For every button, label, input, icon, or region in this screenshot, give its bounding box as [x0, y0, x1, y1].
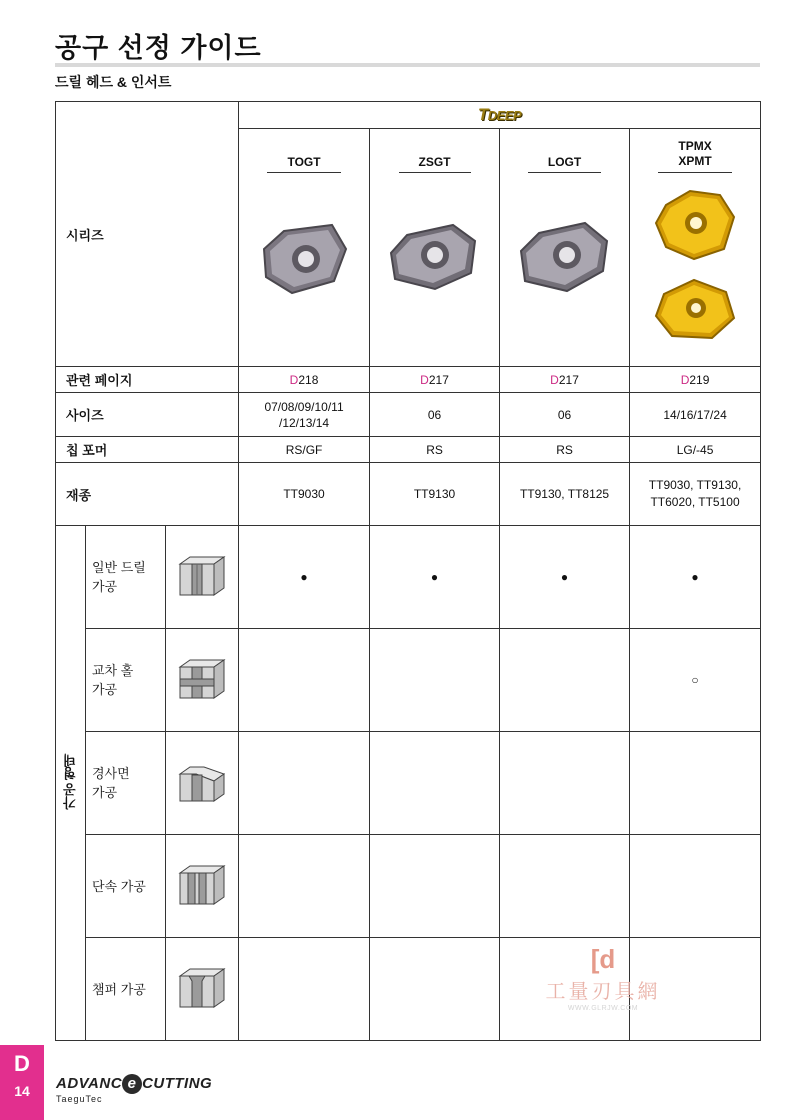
compat-mark	[630, 835, 761, 938]
size-label: 사이즈	[56, 393, 239, 437]
process-diagram-cell	[166, 732, 239, 835]
tpmx-insert-icon	[650, 187, 740, 267]
title-divider	[55, 63, 760, 67]
process-group-cell	[56, 526, 86, 1041]
size-value: 07/08/09/10/11 /12/13/14	[239, 393, 370, 437]
process-diagram-cell	[166, 629, 239, 732]
advance-cutting-logo: ADVANC e CUTTING	[56, 1075, 213, 1092]
watermark	[538, 944, 668, 1012]
interrupted-cut-icon	[176, 863, 228, 907]
zsgt-insert-icon	[385, 219, 485, 299]
compat-mark: ●	[370, 526, 500, 629]
compat-mark	[370, 835, 500, 938]
compat-mark	[239, 835, 370, 938]
general-drilling-icon	[176, 554, 228, 598]
process-diagram-cell	[166, 835, 239, 938]
grade-label: 재종	[56, 463, 239, 526]
chip-former-value: RS/GF	[239, 437, 370, 463]
selection-guide-table	[55, 101, 761, 1041]
process-name: 단속 가공	[86, 835, 166, 938]
compat-mark: ●	[239, 526, 370, 629]
page-title: 공구 선정 가이드	[55, 33, 262, 63]
compat-mark: ●	[630, 526, 761, 629]
section-tab	[0, 1045, 44, 1120]
brand-header	[239, 102, 761, 129]
size-value: 06	[500, 393, 630, 437]
process-name: 교차 홀 가공	[86, 629, 166, 732]
compat-mark	[370, 938, 500, 1041]
grade-value: TT9030	[239, 463, 370, 526]
size-value: 06	[370, 393, 500, 437]
page-ref: D218	[239, 367, 370, 393]
process-diagram-cell	[166, 526, 239, 629]
page-ref: D219	[630, 367, 761, 393]
page-ref: D217	[500, 367, 630, 393]
compat-mark	[500, 732, 630, 835]
inclined-surface-icon	[176, 760, 228, 804]
process-name: 경사면 가공	[86, 732, 166, 835]
series-name: TPMX XPMT	[658, 139, 731, 173]
page-label: 관련 페이지	[56, 367, 239, 393]
series-cell	[370, 129, 500, 367]
grade-value: TT9130, TT8125	[500, 463, 630, 526]
page-number: 14	[14, 1083, 30, 1099]
series-label: 시리즈	[56, 102, 239, 367]
compat-mark	[239, 629, 370, 732]
page-subtitle: 드릴 헤드 & 인서트	[55, 74, 172, 90]
chip-former-value: RS	[500, 437, 630, 463]
grade-value: TT9030, TT9130, TT6020, TT5100	[630, 463, 761, 526]
taegutec-label: TaeguTec	[56, 1094, 103, 1104]
grade-value: TT9130	[370, 463, 500, 526]
process-group-label: 가공 형태	[63, 753, 78, 810]
watermark-url: WWW.GLRJW.COM	[567, 1005, 639, 1012]
compat-mark: ●	[500, 526, 630, 629]
compat-mark	[630, 732, 761, 835]
page-ref: D217	[370, 367, 500, 393]
process-name: 챔퍼 가공	[86, 938, 166, 1041]
compat-mark: ○	[630, 629, 761, 732]
logt-insert-icon	[515, 219, 615, 299]
section-letter: D	[14, 1051, 30, 1076]
compat-mark	[500, 629, 630, 732]
series-cell	[500, 129, 630, 367]
chip-former-label: 칩 포머	[56, 437, 239, 463]
series-name: TOGT	[267, 155, 340, 173]
compat-mark	[239, 938, 370, 1041]
series-cell	[630, 129, 761, 367]
watermark-text: 工量刃具網	[545, 981, 661, 1003]
series-name: LOGT	[528, 155, 601, 173]
chamfer-icon	[176, 966, 228, 1010]
series-name: ZSGT	[399, 155, 471, 173]
process-name: 일반 드릴 가공	[86, 526, 166, 629]
compat-mark	[500, 835, 630, 938]
compat-mark	[239, 732, 370, 835]
watermark-logo: [d	[590, 944, 616, 974]
togt-insert-icon	[254, 219, 354, 299]
xpmt-insert-icon	[650, 274, 740, 344]
size-value: 14/16/17/24	[630, 393, 761, 437]
tdeep-logo: TDEEP	[477, 105, 522, 124]
chip-former-value: RS	[370, 437, 500, 463]
e-logo-icon: e	[122, 1074, 142, 1094]
compat-mark	[370, 732, 500, 835]
process-diagram-cell	[166, 938, 239, 1041]
chip-former-value: LG/-45	[630, 437, 761, 463]
cross-hole-icon	[176, 657, 228, 701]
compat-mark	[370, 629, 500, 732]
series-cell	[239, 129, 370, 367]
